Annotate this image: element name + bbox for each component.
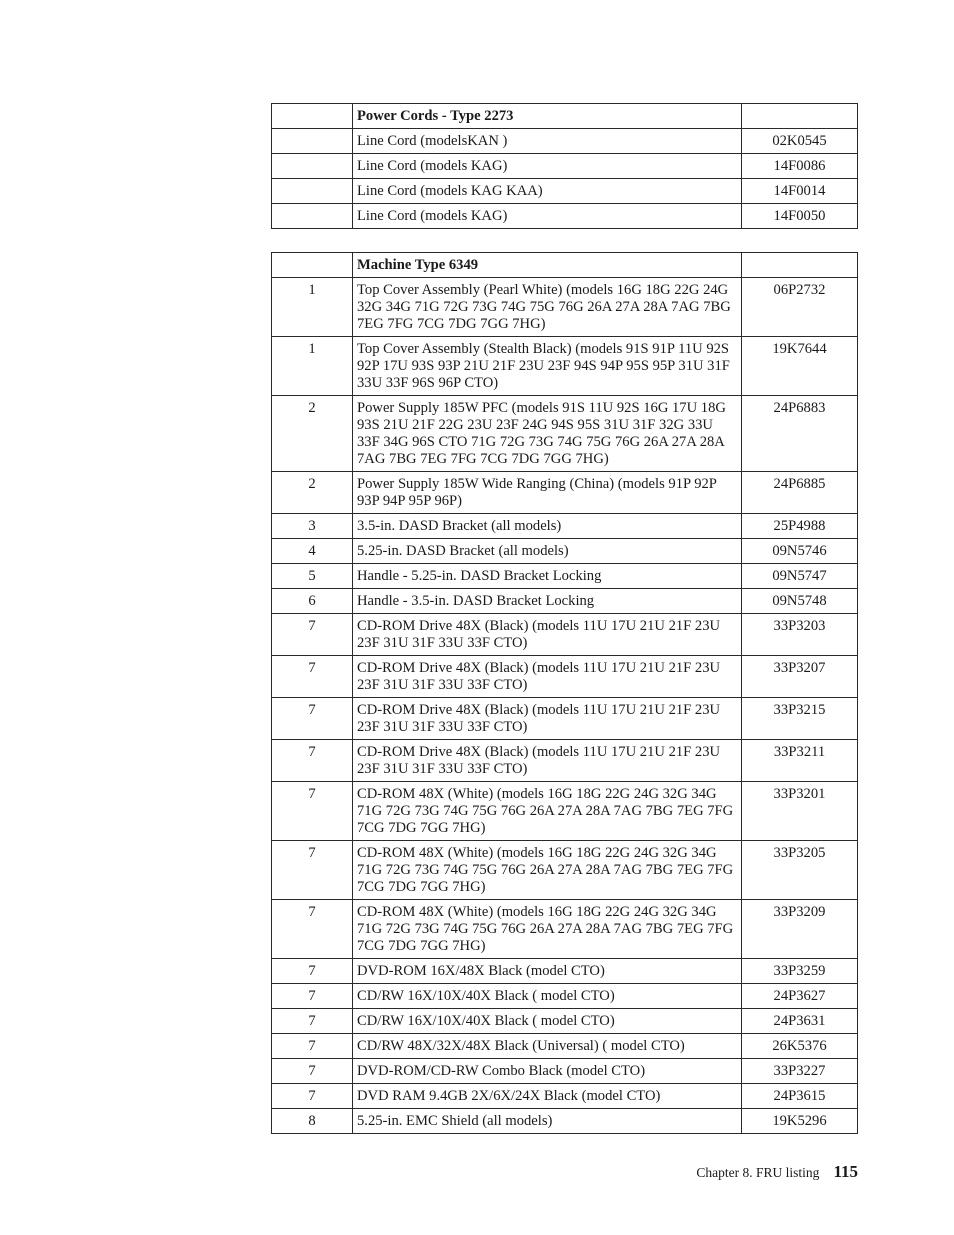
description-cell: CD-ROM Drive 48X (Black) (models 11U 17U 21U 21F 23U 23F 31U 31F 33U 33F CTO): [353, 698, 742, 740]
table-row: [272, 204, 858, 229]
description-cell: CD-ROM 48X (White) (models 16G 18G 22G 24G 32G 34G 71G 72G 73G 74G 75G 76G 26A 27A 28A 7AG 7BG 7EG 7FG 7CG 7DG 7GG 7HG): [353, 782, 742, 841]
index-cell: 7: [272, 698, 353, 740]
index-cell: 7: [272, 959, 353, 984]
description-cell: DVD RAM 9.4GB 2X/6X/24X Black (model CTO): [353, 1084, 742, 1109]
table-row: [272, 959, 858, 984]
description-cell: Power Supply 185W PFC (models 91S 11U 92S 16G 17U 18G 93S 21U 21F 22G 23U 23F 24G 94S 95S 31U 31F 32G 33U 33F 34G 96S CTO 71G 72G 73G 74G 75G 76G 26A 27A 28A 7AG 7BG 7EG 7FG 7CG 7DG 7GG 7HG): [353, 396, 742, 472]
description-cell: CD-ROM Drive 48X (Black) (models 11U 17U 21U 21F 23U 23F 31U 31F 33U 33F CTO): [353, 740, 742, 782]
description-cell: Line Cord (modelsKAN ): [353, 129, 742, 154]
part-number-cell: 06P2732: [742, 278, 858, 337]
table-row: [272, 1059, 858, 1084]
description-cell: Power Supply 185W Wide Ranging (China) (models 91P 92P 93P 94P 95P 96P): [353, 472, 742, 514]
table-row: [272, 656, 858, 698]
table-row: [272, 1034, 858, 1059]
index-header-cell: [272, 253, 353, 278]
table-row: [272, 782, 858, 841]
part-number-cell: 33P3259: [742, 959, 858, 984]
table-title: Power Cords - Type 2273: [353, 104, 742, 129]
part-number-cell: 09N5746: [742, 539, 858, 564]
table-row: [272, 278, 858, 337]
table-row: [272, 1109, 858, 1134]
description-cell: DVD-ROM/CD-RW Combo Black (model CTO): [353, 1059, 742, 1084]
part-header-cell: [742, 253, 858, 278]
index-header-cell: [272, 104, 353, 129]
part-number-cell: 24P3631: [742, 1009, 858, 1034]
index-cell: 7: [272, 740, 353, 782]
index-cell: 5: [272, 564, 353, 589]
description-cell: Top Cover Assembly (Stealth Black) (models 91S 91P 11U 92S 92P 17U 93S 93P 21U 21F 23U 23F 94S 94P 95S 95P 31U 31F 33U 33F 96S 96P CTO): [353, 337, 742, 396]
description-cell: 5.25-in. EMC Shield (all models): [353, 1109, 742, 1134]
page-footer: [696, 1162, 858, 1182]
table-row: [272, 1084, 858, 1109]
part-number-cell: 26K5376: [742, 1034, 858, 1059]
part-header-cell: [742, 104, 858, 129]
table-row: [272, 564, 858, 589]
part-number-cell: 33P3211: [742, 740, 858, 782]
part-number-cell: 09N5747: [742, 564, 858, 589]
index-cell: 3: [272, 514, 353, 539]
part-number-cell: 33P3215: [742, 698, 858, 740]
table-row: [272, 698, 858, 740]
index-cell: [272, 204, 353, 229]
index-cell: [272, 179, 353, 204]
description-cell: Handle - 5.25-in. DASD Bracket Locking: [353, 564, 742, 589]
part-number-cell: 19K5296: [742, 1109, 858, 1134]
part-number-cell: 19K7644: [742, 337, 858, 396]
index-cell: 6: [272, 589, 353, 614]
table-row: [272, 396, 858, 472]
description-cell: DVD-ROM 16X/48X Black (model CTO): [353, 959, 742, 984]
index-cell: 7: [272, 984, 353, 1009]
table-row: [272, 1009, 858, 1034]
index-cell: 2: [272, 396, 353, 472]
part-number-cell: 02K0545: [742, 129, 858, 154]
index-cell: 7: [272, 1084, 353, 1109]
index-cell: [272, 129, 353, 154]
page-number: 115: [833, 1162, 858, 1181]
description-cell: CD/RW 16X/10X/40X Black ( model CTO): [353, 1009, 742, 1034]
index-cell: 2: [272, 472, 353, 514]
table-row: [272, 129, 858, 154]
power-cords-table: [271, 103, 858, 229]
index-cell: 7: [272, 1059, 353, 1084]
index-cell: 1: [272, 337, 353, 396]
part-number-cell: 14F0050: [742, 204, 858, 229]
description-cell: Top Cover Assembly (Pearl White) (models 16G 18G 22G 24G 32G 34G 71G 72G 73G 74G 75G 76G 26A 27A 28A 7AG 7BG 7EG 7FG 7CG 7DG 7GG 7HG): [353, 278, 742, 337]
part-number-cell: 24P3627: [742, 984, 858, 1009]
index-cell: 7: [272, 900, 353, 959]
description-cell: 3.5-in. DASD Bracket (all models): [353, 514, 742, 539]
table-row: [272, 900, 858, 959]
chapter-title: Chapter 8. FRU listing: [696, 1165, 820, 1180]
table-row: [272, 539, 858, 564]
index-cell: 4: [272, 539, 353, 564]
description-cell: Line Cord (models KAG): [353, 204, 742, 229]
table-row: [272, 589, 858, 614]
table-row: [272, 740, 858, 782]
index-cell: 8: [272, 1109, 353, 1134]
part-number-cell: 24P3615: [742, 1084, 858, 1109]
part-number-cell: 14F0086: [742, 154, 858, 179]
part-number-cell: 25P4988: [742, 514, 858, 539]
description-cell: 5.25-in. DASD Bracket (all models): [353, 539, 742, 564]
description-cell: Line Cord (models KAG KAA): [353, 179, 742, 204]
table-header-row: [272, 253, 858, 278]
table-row: [272, 984, 858, 1009]
table-row: [272, 514, 858, 539]
table-row: [272, 154, 858, 179]
description-cell: CD/RW 16X/10X/40X Black ( model CTO): [353, 984, 742, 1009]
table-row: [272, 337, 858, 396]
table-row: [272, 614, 858, 656]
table-header-row: [272, 104, 858, 129]
description-cell: CD-ROM Drive 48X (Black) (models 11U 17U 21U 21F 23U 23F 31U 31F 33U 33F CTO): [353, 656, 742, 698]
index-cell: 7: [272, 1009, 353, 1034]
table-row: [272, 472, 858, 514]
description-cell: CD-ROM Drive 48X (Black) (models 11U 17U 21U 21F 23U 23F 31U 31F 33U 33F CTO): [353, 614, 742, 656]
table-row: [272, 179, 858, 204]
part-number-cell: 33P3207: [742, 656, 858, 698]
part-number-cell: 24P6885: [742, 472, 858, 514]
index-cell: 1: [272, 278, 353, 337]
index-cell: 7: [272, 614, 353, 656]
description-cell: Line Cord (models KAG): [353, 154, 742, 179]
index-cell: 7: [272, 841, 353, 900]
index-cell: 7: [272, 1034, 353, 1059]
table-row: [272, 841, 858, 900]
description-cell: CD/RW 48X/32X/48X Black (Universal) ( model CTO): [353, 1034, 742, 1059]
description-cell: CD-ROM 48X (White) (models 16G 18G 22G 24G 32G 34G 71G 72G 73G 74G 75G 76G 26A 27A 28A 7AG 7BG 7EG 7FG 7CG 7DG 7GG 7HG): [353, 841, 742, 900]
part-number-cell: 33P3203: [742, 614, 858, 656]
index-cell: 7: [272, 656, 353, 698]
part-number-cell: 14F0014: [742, 179, 858, 204]
machine-type-table: [271, 252, 858, 1134]
part-number-cell: 24P6883: [742, 396, 858, 472]
part-number-cell: 33P3201: [742, 782, 858, 841]
description-cell: CD-ROM 48X (White) (models 16G 18G 22G 24G 32G 34G 71G 72G 73G 74G 75G 76G 26A 27A 28A 7AG 7BG 7EG 7FG 7CG 7DG 7GG 7HG): [353, 900, 742, 959]
part-number-cell: 09N5748: [742, 589, 858, 614]
index-cell: 7: [272, 782, 353, 841]
part-number-cell: 33P3209: [742, 900, 858, 959]
index-cell: [272, 154, 353, 179]
table-title: Machine Type 6349: [353, 253, 742, 278]
part-number-cell: 33P3227: [742, 1059, 858, 1084]
part-number-cell: 33P3205: [742, 841, 858, 900]
description-cell: Handle - 3.5-in. DASD Bracket Locking: [353, 589, 742, 614]
